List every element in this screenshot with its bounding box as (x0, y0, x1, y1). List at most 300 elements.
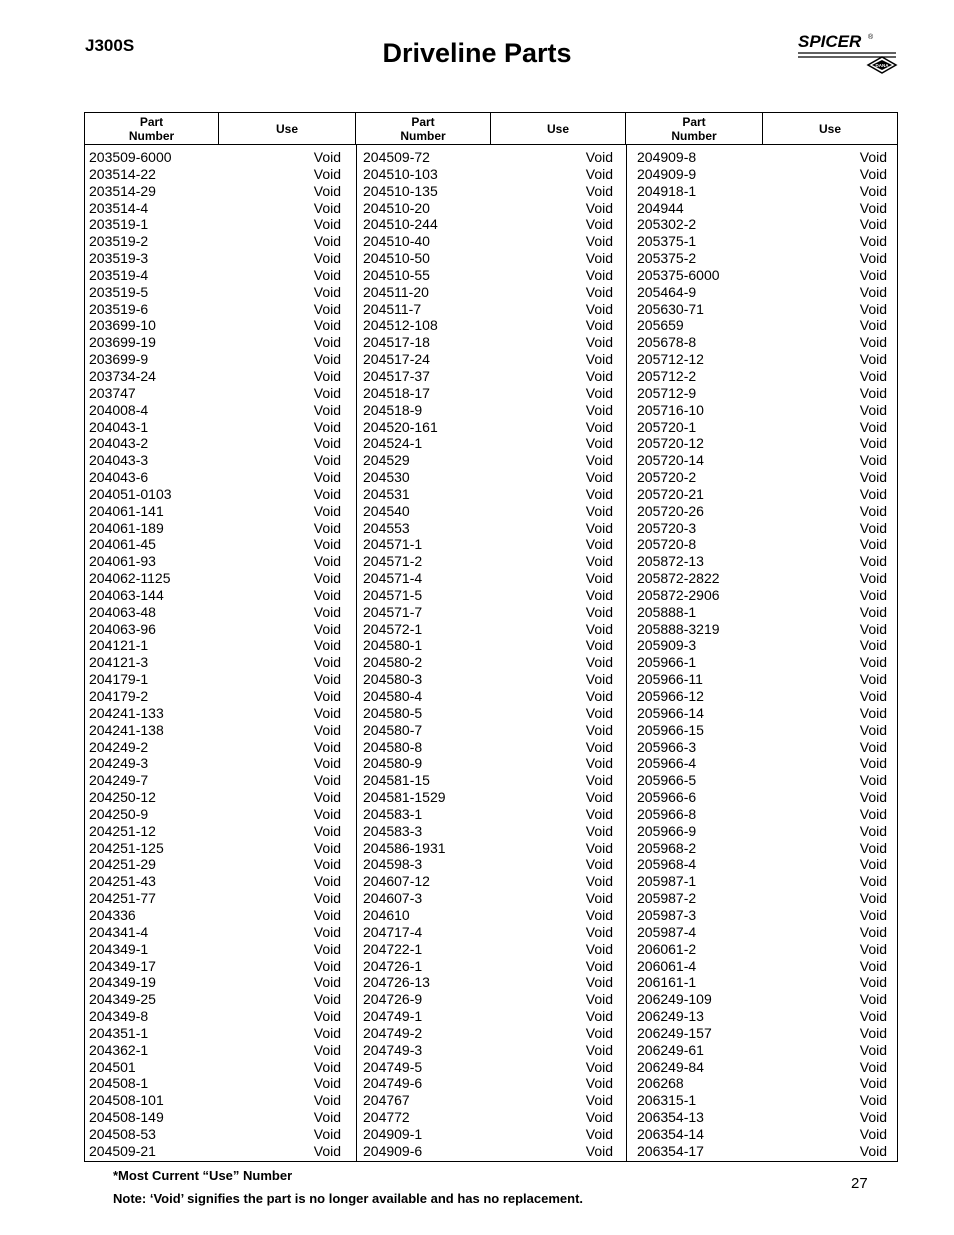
part-use: Void (859, 671, 887, 688)
table-row (89, 789, 341, 806)
part-number: 206249-13 (637, 1008, 704, 1025)
part-number: 204508-1 (89, 1075, 149, 1092)
part-number: 204043-2 (89, 435, 149, 452)
part-use: Void (859, 1041, 887, 1058)
part-number: 204063-144 (89, 586, 164, 603)
table-row (637, 233, 887, 250)
part-number: 205888-1 (637, 603, 697, 620)
table-row (89, 166, 341, 183)
table-row (637, 486, 887, 503)
table-row (89, 520, 341, 537)
table-row (363, 688, 613, 705)
part-number: 204909-1 (363, 1125, 423, 1142)
table-row (637, 806, 887, 823)
table-row (89, 334, 341, 351)
part-use: Void (859, 1075, 887, 1092)
table-row (637, 974, 887, 991)
part-number: 204251-77 (89, 890, 156, 907)
part-number: 205987-3 (637, 906, 697, 923)
table-row (363, 823, 613, 840)
table-row (89, 419, 341, 436)
part-use: Void (313, 283, 341, 300)
table-row (363, 907, 613, 924)
table-row (89, 284, 341, 301)
table-row (363, 503, 613, 520)
table-row (637, 149, 887, 166)
part-use: Void (313, 250, 341, 267)
part-use: Void (585, 233, 613, 250)
part-use: Void (585, 283, 613, 300)
part-use: Void (859, 283, 887, 300)
part-number: 203514-4 (89, 199, 149, 216)
part-number: 204571-4 (363, 570, 423, 587)
part-number: 205872-2906 (637, 586, 720, 603)
table-row (363, 772, 613, 789)
part-number: 205966-9 (637, 822, 697, 839)
table-row (363, 351, 613, 368)
part-number: 205966-4 (637, 755, 697, 772)
part-use: Void (585, 216, 613, 233)
part-use: Void (313, 1109, 341, 1126)
part-number: 204251-12 (89, 822, 156, 839)
part-use: Void (585, 1092, 613, 1109)
part-number: 204517-37 (363, 367, 430, 384)
part-use: Void (585, 334, 613, 351)
table-row (89, 621, 341, 638)
table-row (363, 267, 613, 284)
table-row (89, 604, 341, 621)
part-use: Void (585, 805, 613, 822)
table-row (637, 722, 887, 739)
part-number: 204061-93 (89, 553, 156, 570)
part-use: Void (859, 485, 887, 502)
table-row (637, 1126, 887, 1143)
table-row (637, 1092, 887, 1109)
table-row (637, 789, 887, 806)
table-row (637, 216, 887, 233)
table-row (89, 671, 341, 688)
part-use: Void (585, 637, 613, 654)
header-text: Use (275, 121, 298, 136)
part-number: 204529 (363, 452, 410, 469)
table-row (89, 317, 341, 334)
part-number: 204726-9 (363, 991, 423, 1008)
header-text: Use (818, 121, 841, 136)
part-number: 204510-50 (363, 250, 430, 267)
part-number: 205872-13 (637, 553, 704, 570)
part-number: 204571-5 (363, 586, 423, 603)
part-use: Void (859, 165, 887, 182)
table-row (637, 890, 887, 907)
part-number: 204121-3 (89, 654, 149, 671)
table-row (363, 486, 613, 503)
table-row (89, 536, 341, 553)
table-row (363, 200, 613, 217)
table-row (637, 452, 887, 469)
part-use: Void (313, 688, 341, 704)
part-number: 206354-14 (637, 1125, 704, 1142)
part-use: Void (313, 1142, 341, 1159)
part-use: Void (859, 351, 887, 368)
part-use: Void (585, 317, 613, 334)
part-number: 204607-3 (363, 890, 423, 907)
part-number: 204179-1 (89, 671, 149, 688)
part-use: Void (859, 856, 887, 873)
part-use: Void (313, 182, 341, 199)
table-row (89, 250, 341, 267)
part-use: Void (585, 688, 613, 704)
part-use: Void (859, 1092, 887, 1109)
table-row (89, 958, 341, 975)
table-row (363, 671, 613, 688)
part-number: 203514-22 (89, 165, 156, 182)
part-number: 204509-21 (89, 1142, 156, 1159)
part-number: 204349-25 (89, 991, 156, 1008)
part-use: Void (313, 300, 341, 317)
table-row (89, 233, 341, 250)
table-row (363, 1126, 613, 1143)
part-use: Void (313, 620, 341, 637)
table-row (363, 739, 613, 756)
part-use: Void (585, 435, 613, 452)
table-row (363, 705, 613, 722)
part-use: Void (585, 671, 613, 688)
part-use: Void (859, 317, 887, 334)
table-row (89, 924, 341, 941)
part-number: 204349-19 (89, 974, 156, 991)
table-row (89, 1059, 341, 1076)
table-row (637, 419, 887, 436)
header-part-number-1 (85, 113, 219, 144)
part-number: 204530 (363, 469, 410, 486)
part-use: Void (859, 755, 887, 772)
part-use: Void (585, 367, 613, 384)
table-row (637, 469, 887, 486)
part-number: 203699-10 (89, 317, 156, 334)
part-use: Void (585, 738, 613, 755)
part-number: 204249-2 (89, 738, 149, 755)
part-use: Void (585, 519, 613, 536)
part-use: Void (585, 620, 613, 637)
part-use: Void (859, 233, 887, 250)
part-use: Void (859, 300, 887, 317)
part-use: Void (585, 822, 613, 839)
table-row (637, 840, 887, 857)
table-row (89, 974, 341, 991)
part-use: Void (313, 603, 341, 620)
part-number: 204349-8 (89, 1008, 149, 1025)
table-row (637, 856, 887, 873)
footnote-void-note: Note: ‘Void’ signifies the part is no longer available and has no replacement. (113, 1191, 584, 1206)
part-use: Void (585, 351, 613, 368)
part-use: Void (313, 233, 341, 250)
table-row (637, 755, 887, 772)
column-divider (356, 145, 357, 1161)
table-row (637, 317, 887, 334)
part-number: 204510-55 (363, 266, 430, 283)
table-row (89, 772, 341, 789)
part-number: 204508-149 (89, 1109, 164, 1126)
part-number: 205720-21 (637, 485, 704, 502)
part-number: 203519-3 (89, 250, 149, 267)
part-number: 204249-3 (89, 755, 149, 772)
part-use: Void (585, 586, 613, 603)
table-row (363, 806, 613, 823)
part-number: 204518-17 (363, 384, 430, 401)
part-number: 205966-11 (637, 671, 703, 688)
part-use: Void (859, 688, 887, 704)
part-use: Void (859, 654, 887, 671)
part-number: 204241-133 (89, 704, 164, 721)
part-use: Void (859, 570, 887, 587)
part-number: 204179-2 (89, 688, 149, 704)
part-use: Void (859, 149, 887, 165)
part-number: 206061-4 (637, 957, 697, 974)
part-number: 205909-3 (637, 637, 697, 654)
part-number: 204250-12 (89, 789, 156, 806)
table-row (89, 469, 341, 486)
part-number: 204121-1 (89, 637, 149, 654)
part-use: Void (859, 536, 887, 553)
part-use: Void (313, 738, 341, 755)
part-number: 204511-7 (363, 300, 422, 317)
part-use: Void (859, 334, 887, 351)
part-number: 206354-13 (637, 1109, 704, 1126)
document-code: J300S (85, 36, 135, 55)
table-row (89, 570, 341, 587)
part-use: Void (313, 704, 341, 721)
part-use: Void (585, 755, 613, 772)
part-use: Void (313, 789, 341, 806)
part-number: 204510-135 (363, 182, 438, 199)
part-number: 203514-29 (89, 182, 156, 199)
header-use-1 (219, 113, 356, 144)
header-text: Part Number (400, 114, 446, 143)
table-row (89, 722, 341, 739)
table-row (363, 520, 613, 537)
part-use: Void (585, 940, 613, 957)
part-number: 203747 (89, 384, 136, 401)
part-use: Void (585, 772, 613, 789)
part-use: Void (859, 873, 887, 890)
part-use: Void (313, 351, 341, 368)
part-use: Void (585, 149, 613, 165)
part-use: Void (313, 822, 341, 839)
table-row (637, 385, 887, 402)
table-row (637, 587, 887, 604)
part-number: 204726-1 (363, 957, 423, 974)
part-number: 205966-5 (637, 772, 697, 789)
table-row (89, 183, 341, 200)
part-number: 205720-8 (637, 536, 697, 553)
part-number: 205966-14 (637, 704, 704, 721)
table-row (363, 149, 613, 166)
column-divider (626, 145, 627, 1161)
part-use: Void (313, 519, 341, 536)
table-row (363, 654, 613, 671)
part-number: 203519-5 (89, 283, 149, 300)
part-number: 205966-6 (637, 789, 697, 806)
part-use: Void (313, 906, 341, 923)
part-use: Void (585, 906, 613, 923)
table-row (637, 553, 887, 570)
part-number: 205375-2 (637, 250, 697, 267)
part-use: Void (585, 856, 613, 873)
part-number: 204508-101 (89, 1092, 164, 1109)
part-use: Void (313, 570, 341, 587)
part-number: 204351-1 (89, 1024, 149, 1041)
part-use: Void (313, 199, 341, 216)
part-number: 204772 (363, 1109, 410, 1126)
table-row (363, 1092, 613, 1109)
part-number: 205720-14 (637, 452, 704, 469)
part-number: 204749-2 (363, 1024, 423, 1041)
table-row (637, 301, 887, 318)
part-number: 204063-48 (89, 603, 156, 620)
part-number: 203519-4 (89, 266, 149, 283)
part-use: Void (313, 1008, 341, 1025)
part-use: Void (859, 1058, 887, 1075)
part-use: Void (859, 738, 887, 755)
table-row (637, 991, 887, 1008)
header-text: Part Number (128, 114, 175, 143)
part-use: Void (313, 839, 341, 856)
part-use: Void (585, 165, 613, 182)
page-number: 27 (851, 1175, 868, 1192)
part-number: 205720-12 (637, 435, 704, 452)
table-row (637, 604, 887, 621)
part-number: 205375-6000 (637, 266, 720, 283)
part-use: Void (313, 149, 341, 165)
table-row (637, 183, 887, 200)
table-row (637, 739, 887, 756)
part-number: 204251-125 (89, 839, 164, 856)
part-number: 204250-9 (89, 805, 149, 822)
part-number: 204586-1931 (363, 839, 446, 856)
part-number: 204517-18 (363, 334, 430, 351)
part-number: 205987-1 (637, 873, 697, 890)
part-number: 205464-9 (637, 283, 697, 300)
part-number: 204251-29 (89, 856, 156, 873)
part-use: Void (313, 586, 341, 603)
part-use: Void (313, 469, 341, 486)
parts-column-2 (363, 149, 613, 1160)
part-number: 206249-84 (637, 1058, 704, 1075)
part-use: Void (313, 485, 341, 502)
table-row (363, 570, 613, 587)
table-row (89, 216, 341, 233)
part-use: Void (859, 1142, 887, 1159)
part-number: 204520-161 (363, 418, 438, 435)
table-row (637, 267, 887, 284)
part-number: 204508-53 (89, 1125, 156, 1142)
part-number: 204749-3 (363, 1041, 423, 1058)
part-use: Void (585, 1075, 613, 1092)
part-number: 205712-2 (637, 367, 697, 384)
table-row (637, 688, 887, 705)
part-use: Void (859, 789, 887, 806)
part-use: Void (585, 1008, 613, 1025)
table-row (89, 587, 341, 604)
part-use: Void (859, 452, 887, 469)
part-use: Void (585, 199, 613, 216)
table-row (89, 1143, 341, 1160)
part-number: 204524-1 (363, 435, 423, 452)
part-use: Void (313, 367, 341, 384)
part-number: 206249-157 (637, 1024, 712, 1041)
table-row (637, 368, 887, 385)
part-number: 204580-7 (363, 721, 423, 738)
part-use: Void (859, 553, 887, 570)
part-number: 205987-4 (637, 923, 697, 940)
table-row (637, 1075, 887, 1092)
part-use: Void (313, 553, 341, 570)
part-number: 206354-17 (637, 1142, 704, 1159)
part-number: 205302-2 (637, 216, 697, 233)
parts-column-3 (637, 149, 887, 1160)
part-number: 204008-4 (89, 401, 149, 418)
part-number: 204722-1 (363, 940, 423, 957)
part-number: 204553 (363, 519, 410, 536)
table-row (363, 941, 613, 958)
table-row (89, 907, 341, 924)
table-row (637, 1143, 887, 1160)
table-row (89, 435, 341, 452)
part-use: Void (585, 654, 613, 671)
part-use: Void (585, 182, 613, 199)
table-row (89, 503, 341, 520)
logo-registered-mark: ® (868, 34, 874, 41)
table-row (363, 301, 613, 318)
part-number: 204580-4 (363, 688, 423, 704)
table-row (363, 368, 613, 385)
part-number: 203519-1 (89, 216, 149, 233)
part-use: Void (313, 654, 341, 671)
part-number: 205630-71 (637, 300, 704, 317)
part-number: 204512-108 (363, 317, 438, 334)
part-use: Void (585, 1142, 613, 1159)
table-row (89, 553, 341, 570)
table-row (363, 755, 613, 772)
table-row (363, 334, 613, 351)
part-use: Void (585, 469, 613, 486)
part-number: 205712-9 (637, 384, 697, 401)
table-row (363, 435, 613, 452)
part-use: Void (859, 603, 887, 620)
part-use: Void (585, 570, 613, 587)
part-use: Void (859, 839, 887, 856)
part-number: 204749-6 (363, 1075, 423, 1092)
part-number: 205720-3 (637, 519, 697, 536)
part-use: Void (859, 1008, 887, 1025)
part-use: Void (313, 755, 341, 772)
table-row (363, 233, 613, 250)
part-number: 205966-3 (637, 738, 697, 755)
part-use: Void (585, 401, 613, 418)
part-use: Void (585, 418, 613, 435)
part-number: 203734-24 (89, 367, 156, 384)
part-use: Void (585, 991, 613, 1008)
part-use: Void (859, 586, 887, 603)
part-number: 203699-9 (89, 351, 149, 368)
part-use: Void (859, 384, 887, 401)
table-row (89, 1092, 341, 1109)
table-row (89, 200, 341, 217)
table-row (89, 486, 341, 503)
part-number: 205720-1 (637, 418, 697, 435)
table-row (363, 317, 613, 334)
table-row (637, 907, 887, 924)
